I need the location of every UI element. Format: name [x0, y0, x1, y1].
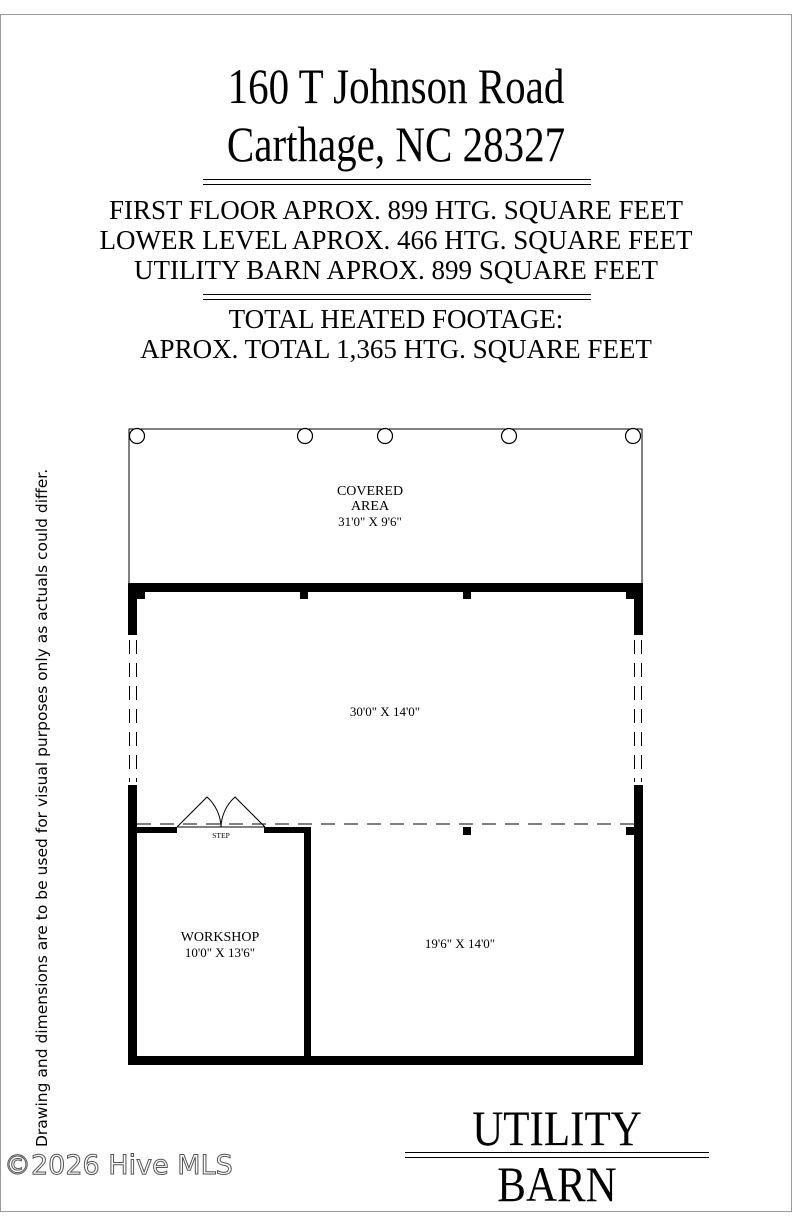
address-line-1: 160 T Johnson Road [227, 58, 565, 114]
porch-post [298, 429, 313, 444]
plan-title: UTILITY BARN [472, 1100, 642, 1212]
disclaimer-text: Drawing and dimensions are to be used for visual purposes only as actuals could differ. [33, 468, 51, 1147]
workshop-dims: 10'0" X 13'6" [184, 945, 256, 960]
right-wall-lower [634, 785, 643, 1065]
workshop-side-wall [304, 827, 311, 1062]
workshop-label: WORKSHOP [180, 930, 260, 945]
exterior-walls [128, 583, 643, 1065]
watermark: ©2026 Hive MLS [4, 1150, 233, 1181]
covered-label-line2: AREA [350, 499, 390, 514]
step-label: STEP [212, 831, 230, 840]
address-line-2: Carthage, NC 28327 [226, 116, 566, 172]
main-room-dims: 30'0" X 14'0" [349, 704, 421, 719]
total-heading: TOTAL HEATED FOOTAGE: [228, 304, 564, 334]
covered-dims: 31'0" X 9'6" [338, 514, 402, 529]
storage-dims: 19'6" X 14'0" [424, 936, 496, 951]
porch-post [130, 429, 145, 444]
post-nub [300, 592, 308, 599]
lower-level-area: LOWER LEVEL APROX. 466 HTG. SQUARE FEET [99, 225, 693, 255]
workshop-top-wall-left [137, 827, 177, 833]
bottom-wall [128, 1056, 643, 1065]
post-nub [626, 592, 634, 599]
post-nub [626, 827, 634, 835]
porch-post [626, 429, 641, 444]
double-door [177, 797, 265, 827]
porch-post [378, 429, 393, 444]
first-floor-area: FIRST FLOOR APROX. 899 HTG. SQUARE FEET [108, 195, 684, 225]
workshop-top-wall-right [264, 827, 311, 833]
top-wall [128, 583, 643, 592]
door-swing-left [177, 797, 221, 827]
post-nub [463, 592, 471, 599]
plan-title-divider [405, 1152, 709, 1158]
left-wall-upper [128, 583, 137, 635]
post-nub [137, 592, 145, 599]
porch-post [502, 429, 517, 444]
covered-label-line1: COVERED [336, 484, 404, 499]
door-swing-right [221, 797, 265, 827]
porch-posts [130, 429, 641, 444]
left-wall-lower [128, 785, 137, 1065]
utility-barn-area: UTILITY BARN APROX. 899 SQUARE FEET [133, 255, 658, 285]
total-value: APROX. TOTAL 1,365 HTG. SQUARE FEET [140, 334, 652, 364]
right-wall-upper [634, 583, 643, 635]
post-nub [463, 827, 471, 835]
